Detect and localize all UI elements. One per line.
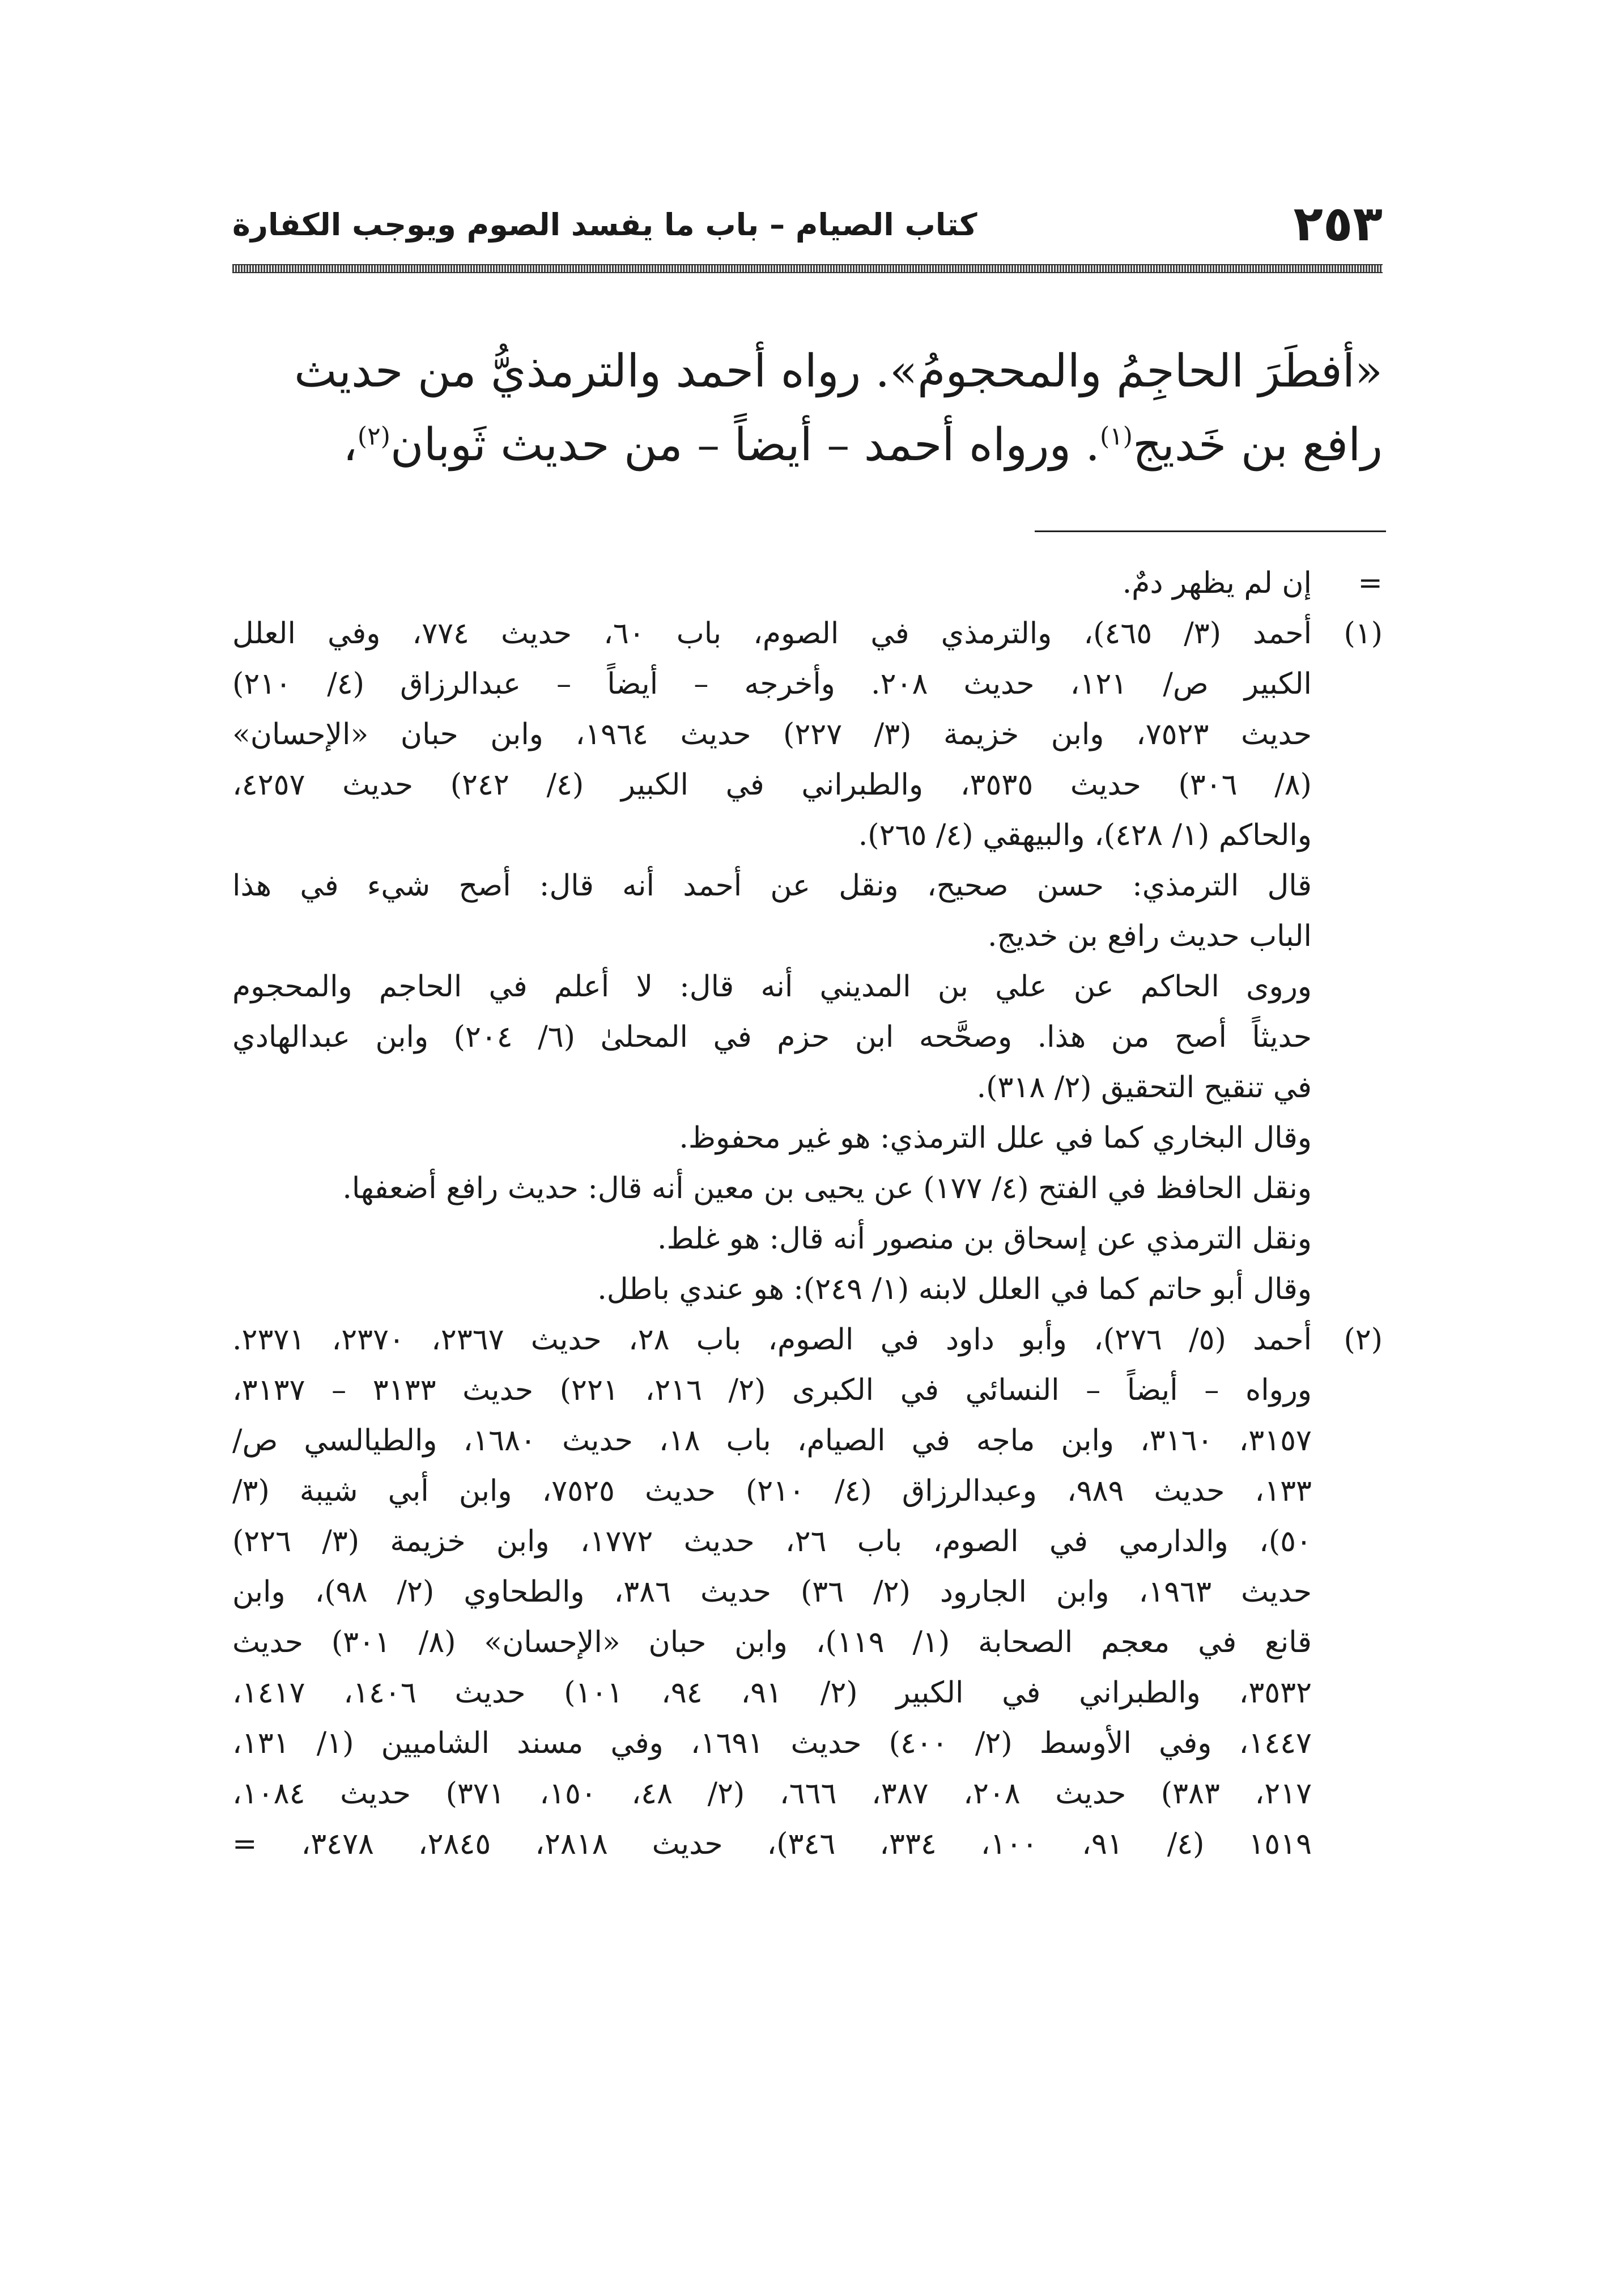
footnotes <box>232 558 1383 1870</box>
footnote-line: حديثاً أصح من هذا. وصحَّحه ابن حزم في المحلىٰ (٦/ ٢٠٤) وابن عبدالهادي <box>232 1020 1312 1054</box>
footnote-marker: = <box>1358 566 1383 600</box>
footnote-line: ١٣٣، حديث ٩٨٩، وعبدالرزاق (٤/ ٢١٠) حديث ٧٥٢٥، وابن أبي شيبة (٣/ <box>232 1474 1312 1508</box>
main-text-segment: . ورواه أحمد – أيضاً – من حديث ثَوبان <box>390 418 1100 471</box>
footnote-line: حديث ١٩٦٣، وابن الجارود (٢/ ٣٦) حديث ٣٨٦، والطحاوي (٢/ ٩٨)، وابن <box>232 1575 1312 1609</box>
footnote-line: ورواه – أيضاً – النسائي في الكبرى (٢/ ٢١٦، ٢٢١) حديث ٣١٣٣ – ٣١٣٧، <box>232 1373 1312 1407</box>
header-rule <box>232 264 1383 273</box>
running-title: كتاب الصيام – باب ما يفسد الصوم ويوجب الكفارة <box>232 207 977 243</box>
footnote-ref-2[interactable]: (٢) <box>357 422 390 451</box>
main-text-segment: ، <box>343 418 358 471</box>
main-text-line <box>232 408 1383 482</box>
footnote-separator <box>1035 530 1386 532</box>
footnote-line: ١٥١٩ (٤/ ٩١، ١٠٠، ٣٣٤، ٣٤٦)، حديث ٢٨١٨، ٢٨٤٥، ٣٤٧٨، = <box>232 1827 1312 1861</box>
footnote-line: أحمد (٥/ ٢٧٦)، وأبو داود في الصوم، باب ٢٨، حديث ٢٣٦٧، ٢٣٧٠، ٢٣٧١. <box>232 1323 1312 1357</box>
footnote-line: وقال أبو حاتم كما في العلل لابنه (١/ ٢٤٩): هو عندي باطل. <box>597 1272 1312 1306</box>
footnote-line: الباب حديث رافع بن خديج. <box>987 919 1312 953</box>
footnote-line: وروى الحاكم عن علي بن المديني أنه قال: لا أعلم في الحاجم والمحجوم <box>232 970 1312 1004</box>
footnote-1 <box>232 609 1383 1315</box>
footnote-line: ٢١٧، ٣٨٣) حديث ٢٠٨، ٣٨٧، ٦٦٦، (٢/ ٤٨، ١٥٠، ٣٧١) حديث ١٠٨٤، <box>232 1777 1312 1811</box>
footnote-2 <box>232 1315 1383 1870</box>
footnote-line: ونقل الحافظ في الفتح (٤/ ١٧٧) عن يحيى بن معين أنه قال: حديث رافع أضعفها. <box>342 1171 1312 1205</box>
footnote-line: ٣٥٣٢، والطبراني في الكبير (٢/ ٩١، ٩٤، ١٠١) حديث ١٤٠٦، ١٤١٧، <box>232 1676 1312 1710</box>
footnote-line: أحمد (٣/ ٤٦٥)، والترمذي في الصوم، باب ٦٠، حديث ٧٧٤، وفي العلل <box>232 617 1312 651</box>
footnote-line: وقال البخاري كما في علل الترمذي: هو غير محفوظ. <box>679 1121 1312 1155</box>
footnote-marker: (١) <box>1344 617 1383 651</box>
footnote-line: حديث ٧٥٢٣، وابن خزيمة (٣/ ٢٢٧) حديث ١٩٦٤، وابن حبان «الإحسان» <box>232 717 1312 751</box>
footnote-line: في تنقيح التحقيق (٢/ ٣١٨). <box>976 1071 1312 1105</box>
footnote-line: قال الترمذي: حسن صحيح، ونقل عن أحمد أنه قال: أصح شيء في هذا <box>232 869 1312 903</box>
page-number: ٢٥٣ <box>1293 196 1383 252</box>
main-text-line: «أفطَرَ الحاجِمُ والمحجومُ». رواه أحمد والترمذيُّ من حديث <box>294 345 1383 397</box>
footnote-ref-1[interactable]: (١) <box>1099 422 1133 451</box>
main-text <box>232 334 1383 482</box>
footnote-marker: (٢) <box>1344 1323 1383 1357</box>
footnote-line: (٨/ ٣٠٦) حديث ٣٥٣٥، والطبراني في الكبير (٤/ ٢٤٢) حديث ٤٢٥٧، <box>232 768 1312 802</box>
running-header <box>232 196 1383 258</box>
footnote-continuation <box>232 558 1383 609</box>
footnote-line: قانع في معجم الصحابة (١/ ١١٩)، وابن حبان «الإحسان» (٨/ ٣٠١) حديث <box>232 1625 1312 1659</box>
main-text-segment: رافع بن خَديج <box>1132 418 1383 471</box>
footnote-line: والحاكم (١/ ٤٢٨)، والبيهقي (٤/ ٢٦٥). <box>858 818 1312 852</box>
footnote-line: ونقل الترمذي عن إسحاق بن منصور أنه قال: هو غلط. <box>657 1222 1312 1256</box>
footnote-line: ٣١٥٧، ٣١٦٠، وابن ماجه في الصيام، باب ١٨، حديث ١٦٨٠، والطيالسي ص/ <box>232 1424 1312 1458</box>
footnote-line: الكبير ص/ ١٢١، حديث ٢٠٨. وأخرجه – أيضاً – عبدالرزاق (٤/ ٢١٠) <box>232 667 1312 701</box>
footnote-line: ٥٠)، والدارمي في الصوم، باب ٢٦، حديث ١٧٧٢، وابن خزيمة (٣/ ٢٢٦) <box>232 1525 1312 1559</box>
footnote-line: ١٤٤٧، وفي الأوسط (٢/ ٤٠٠) حديث ١٦٩١، وفي مسند الشاميين (١/ ١٣١، <box>232 1726 1312 1760</box>
footnote-line: إن لم يظهر دمٌ. <box>1122 566 1312 600</box>
